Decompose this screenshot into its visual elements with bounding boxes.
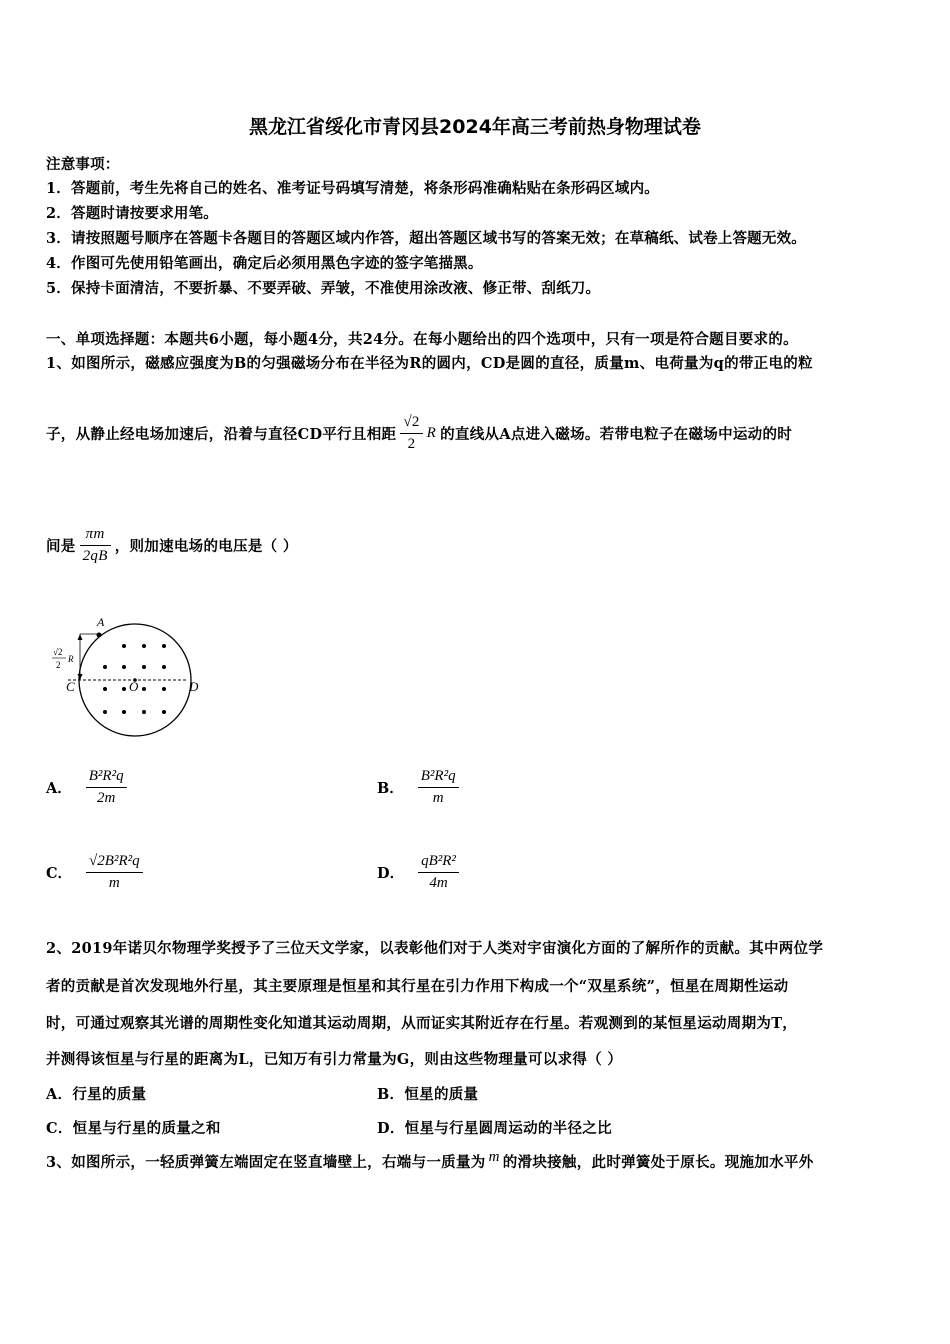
q2-option-a[interactable]: A．行星的质量 [46,1086,147,1103]
field-dot [162,687,166,691]
field-dot [122,665,126,669]
q1-magnetic-field-figure [40,605,220,740]
q1-time-fraction [80,526,111,565]
q1-option-c-num: √2B²R²q [86,853,143,873]
field-dot [162,710,166,714]
dim-num: √2 [53,647,63,657]
field-dot [122,644,126,648]
q1-time-den: 2qB [82,548,108,564]
q1-option-a-label: A． [46,780,72,797]
q1-line-3 [46,526,298,565]
dim-den: 2 [56,660,61,670]
q1-option-c[interactable] [46,853,147,892]
q3-line-1 [46,1151,814,1172]
page-title: 黑龙江省绥化市青冈县2024年高三考前热身物理试卷 [249,116,701,138]
q1-distance-den: 2 [407,436,416,452]
q2-line-1: 2、2019年诺贝尔物理学奖授予了三位天文学家，以表彰他们对于人类对宇宙演化方面的了解所作的贡献。其中两位学 [46,940,824,957]
q2-line-4: 并测得该恒星与行星的距离为L，已知万有引力常量为G，则由这些物理量可以求得（ ） [46,1051,623,1068]
q1-option-d-den: 4m [429,875,448,891]
q1-option-d-num: qB²R² [418,853,459,873]
notice-item-2: 2．答题时请按要求用笔。 [46,205,218,222]
q3-mass-var: m [488,1149,500,1165]
q2-line-2: 者的贡献是首次发现地外行星，其主要原理是恒星和其行星在引力作用下构成一个“双星系统”，恒星在周期性运动 [46,978,789,995]
label-d: D [189,679,199,694]
notice-heading: 注意事项： [46,156,120,173]
field-dot [142,644,146,648]
q2-option-b[interactable]: B．恒星的质量 [377,1086,479,1103]
field-dot [142,665,146,669]
q1-option-c-label: C． [46,865,73,882]
q1-option-c-den: m [108,875,120,891]
q2-option-d[interactable]: D．恒星与行星圆周运动的半径之比 [377,1120,612,1137]
q1-line-2-post: 的直线从A点进入磁场。若带电粒子在磁场中运动的时 [440,426,793,443]
q1-distance-num: √2 [400,414,422,434]
q1-line-3-pre: 间是 [46,538,76,555]
notice-item-4: 4．作图可先使用铅笔画出，确定后必须用黑色字迹的签字笔描黑。 [46,255,483,272]
field-dot [142,710,146,714]
q1-option-d[interactable] [377,853,463,892]
field-dot [122,710,126,714]
q1-line-1: 1、如图所示，磁感应强度为B的匀强磁场分布在半径为R的圆内，CD是圆的直径，质量m、电荷量为q的带正电的粒 [46,355,813,372]
q1-distance-var: R [426,425,437,441]
dim-var: R [68,654,74,664]
q2-line-3: 时，可通过观察其光谱的周期性变化知道其运动周期，从而证实其附近存在行星。若观测到的某恒星运动周期为T， [46,1015,798,1032]
label-c: C [66,679,75,694]
point-a-dot [97,633,102,638]
q1-option-d-label: D． [377,865,405,882]
q1-line-2-pre: 子，从静止经电场加速后，沿着与直径CD平行且相距 [46,426,397,443]
q1-option-b-num: B²R²q [418,768,459,788]
section-heading: 一、单项选择题：本题共6小题，每小题4分，共24分。在每小题给出的四个选项中，只有一项是符合题目要求的。 [46,331,798,348]
q1-option-b-den: m [432,790,444,806]
field-dot [162,665,166,669]
field-dot [103,710,107,714]
label-a: A [97,615,105,629]
notice-item-5: 5．保持卡面清洁，不要折暴、不要弄破、弄皱，不准使用涂改液、修正带、刮纸刀。 [46,280,601,297]
q1-time-num: πm [80,526,111,546]
q1-option-a-num: B²R²q [86,768,127,788]
q1-option-b[interactable] [377,768,463,807]
dimension-arrow-bottom [78,674,83,680]
field-dot [103,687,107,691]
field-dot [122,687,126,691]
q1-distance-fraction [400,414,422,453]
q1-option-c-fraction [86,853,143,892]
notice-item-1: 1．答题前，考生先将自己的姓名、准考证号码填写清楚，将条形码准确粘贴在条形码区域内。 [46,180,659,197]
q1-option-d-fraction [418,853,459,892]
q1-option-a[interactable] [46,768,131,807]
q2-option-c[interactable]: C．恒星与行星的质量之和 [46,1120,221,1137]
q1-option-b-label: B． [377,780,404,797]
label-o: O [129,679,139,694]
q3-line-1-post: 的滑块接触，此时弹簧处于原长。现施加水平外 [502,1154,814,1171]
q1-option-a-fraction [86,768,127,807]
field-dot [103,665,107,669]
q1-line-2 [46,414,792,453]
field-dot [162,644,166,648]
q1-line-3-post: ，则加速电场的电压是（ ） [114,538,298,555]
q3-line-1-pre: 3、如图所示，一轻质弹簧左端固定在竖直墙壁上，右端与一质量为 [46,1154,486,1171]
notice-item-3: 3．请按照题号顺序在答题卡各题目的答题区域内作答，超出答题区域书写的答案无效；在草稿纸、试卷上答题无效。 [46,230,806,247]
q1-option-a-den: 2m [97,790,116,806]
dimension-arrow-top [78,634,83,640]
field-dot [142,687,146,691]
q1-option-b-fraction [418,768,459,807]
